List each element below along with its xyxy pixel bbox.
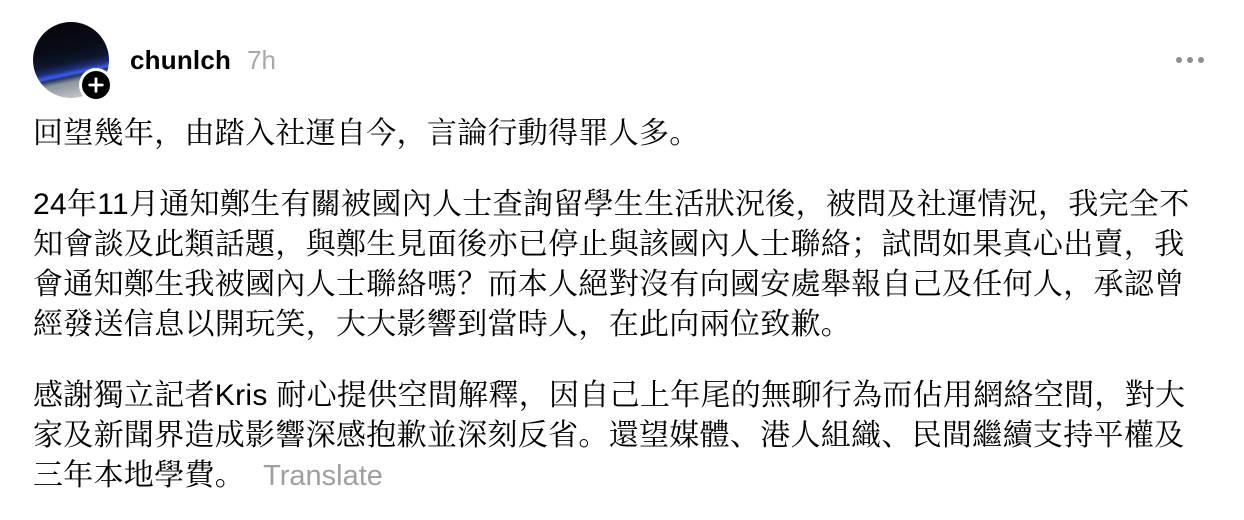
paragraph-text: 回望幾年，由踏入社運自今，言論行動得罪人多。 bbox=[33, 117, 700, 150]
header-text bbox=[130, 45, 276, 76]
paragraph-text: 24年11月通知鄭生有關被國內人士查詢留學生生活狀況後，被問及社運情況，我完全不知會談及此類話題，與鄭生見面後亦已停止與該國內人士聯絡；試問如果真心出賣，我會通知鄭生我被國內人士聯絡嗎？而本人絕對沒有向國安處舉報自己及任何人，承認曾經發送信息以開玩笑，大大影響到當時人，在此向兩位致歉。 bbox=[33, 188, 1190, 341]
more-options-icon bbox=[1176, 57, 1182, 63]
post-header bbox=[33, 22, 1210, 98]
paragraph-text: 感謝獨立記者Kris 耐心提供空間解釋，因自己上年尾的無聊行為而佔用網絡空間，對大家及新聞界造成影響深感抱歉並深刻反省。還望媒體、港人組織、民間繼續支持平權及三年本地學費。 bbox=[33, 379, 1186, 492]
timestamp: 7h bbox=[247, 44, 276, 75]
post-paragraph bbox=[33, 114, 1210, 154]
follow-plus-badge[interactable] bbox=[79, 68, 113, 102]
translate-link[interactable]: Translate bbox=[263, 460, 383, 492]
post-content bbox=[33, 114, 1210, 496]
more-options-button[interactable] bbox=[1170, 47, 1210, 73]
username[interactable]: chunlch bbox=[130, 44, 232, 75]
plus-icon bbox=[86, 75, 106, 95]
avatar[interactable] bbox=[33, 22, 109, 98]
post-paragraph bbox=[33, 185, 1210, 345]
post-paragraph bbox=[33, 376, 1210, 496]
